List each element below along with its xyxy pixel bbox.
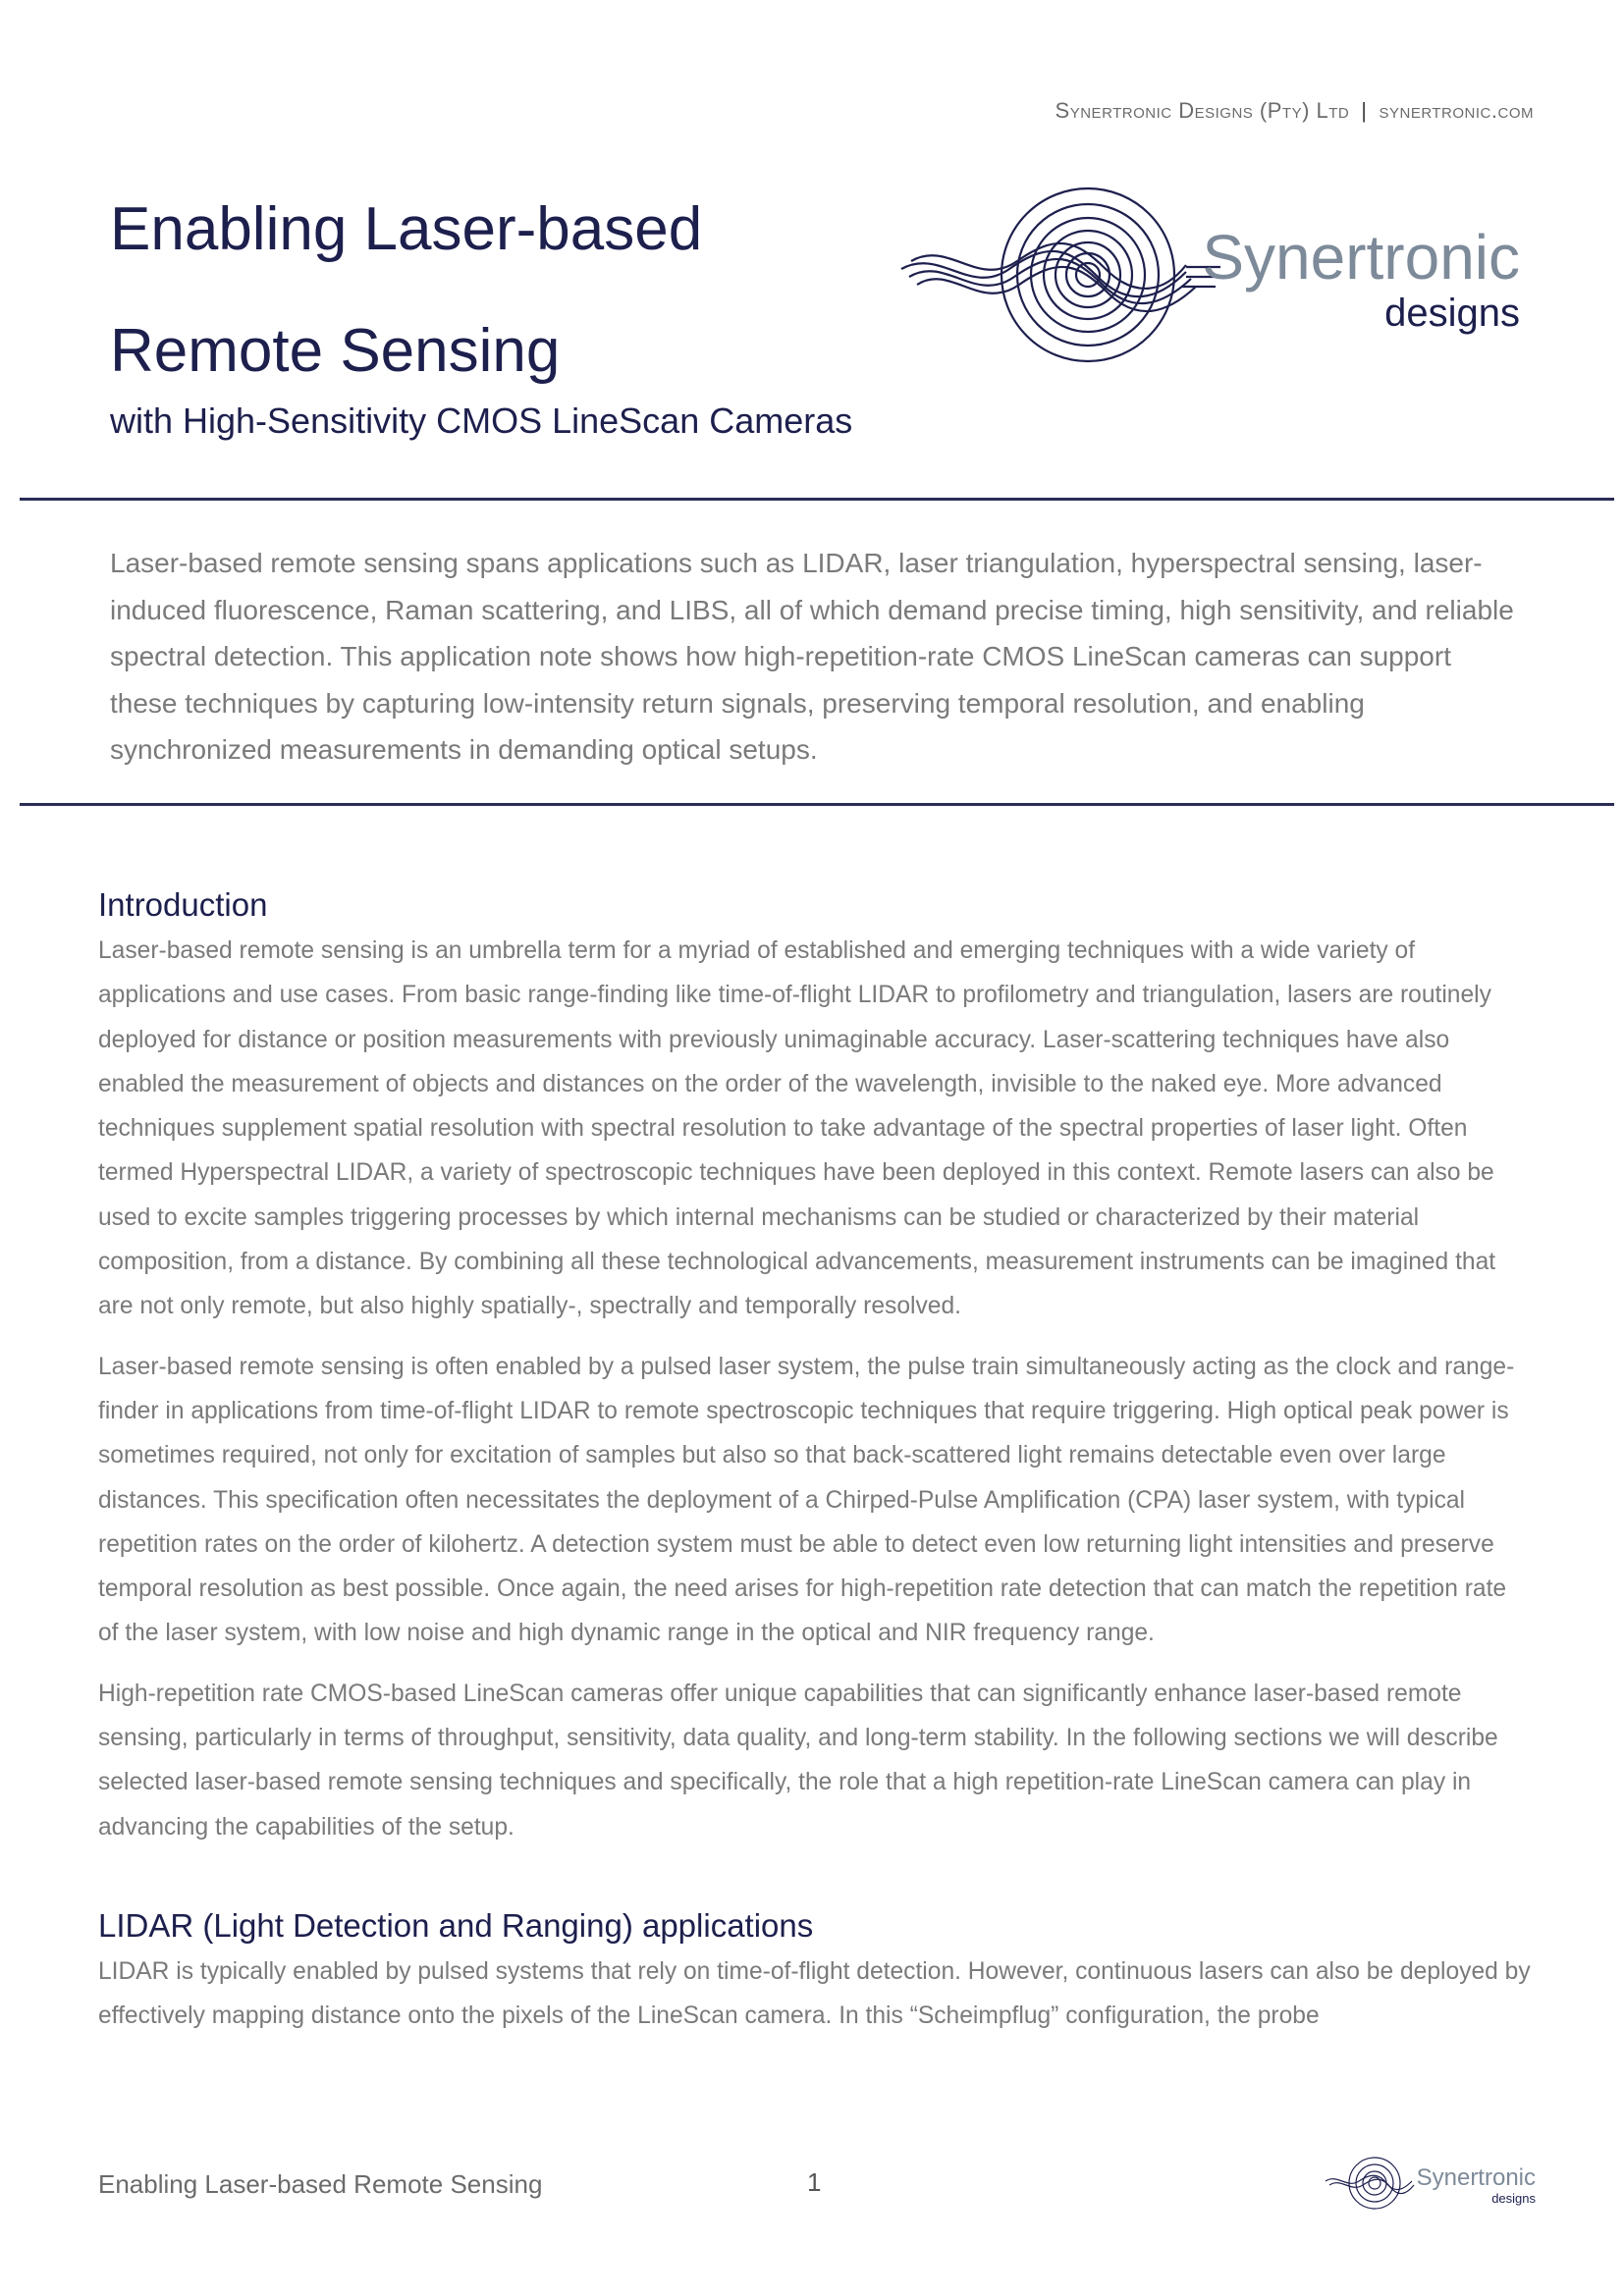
footer-rings-logo-icon	[1326, 2158, 1414, 2209]
page-number: 1	[807, 2167, 822, 2197]
section-heading-introduction: Introduction	[98, 886, 268, 923]
footer-title: Enabling Laser-based Remote Sensing	[98, 2169, 543, 2199]
header-separator: |	[1361, 98, 1368, 123]
footer-logo-name: Synertronic	[1416, 2164, 1536, 2191]
abstract-divider	[20, 803, 1614, 806]
main-content	[98, 881, 1532, 2055]
title-line-2: Remote Sensing	[110, 317, 561, 385]
section-heading-lidar: LIDAR (Light Detection and Ranging) applications	[98, 1906, 814, 1944]
synertronic-logo	[892, 179, 1540, 375]
company-name: Synertronic Designs (Pty) Ltd	[1055, 98, 1350, 123]
header-company-line	[1056, 98, 1534, 124]
top-divider	[20, 498, 1614, 501]
page-subtitle: with High-Sensitivity CMOS LineScan Cameras	[110, 400, 853, 441]
concentric-rings-logo-icon	[901, 188, 1225, 361]
footer-logo	[1324, 2152, 1540, 2215]
title-line-1: Enabling Laser-based	[110, 195, 703, 263]
footer-logo-sub: designs	[1491, 2191, 1536, 2206]
intro-paragraph-2: Laser-based remote sensing is often enabled by a pulsed laser system, the pulse train simultaneously acting as the clock and range-finder in applications from time-of-flight LIDAR to remote spectroscopic techniques that require triggering. High optical peak power is sometimes required, not only for excitation of samples but also so that back-scattered light remains detectable even over large distances. This specification often necessitates the deployment of a Chirped-Pulse Amplification (CPA) laser system, with typical repetition rates on the order of kilohertz. A detection system must be able to detect even low returning light intensities and preserve temporal resolution as best possible. Once again, the need arises for high-repetition rate detection that can match the repetition rate of the laser system, with low noise and high dynamic range in the optical and NIR frequency range.	[98, 1353, 1515, 1647]
logo-sub: designs	[1384, 292, 1520, 335]
intro-paragraph-3: High-repetition rate CMOS-based LineScan cameras offer unique capabilities that can significantly enhance laser-based remote sensing, particularly in terms of throughput, sensitivity, data quality, and long-term stability. In the following sections we will describe selected laser-based remote sensing techniques and specifically, the role that a high repetition-rate LineScan camera can play in advancing the capabilities of the setup.	[98, 1680, 1498, 1841]
logo-name: Synertronic	[1202, 222, 1520, 293]
page-title	[110, 169, 856, 412]
company-website[interactable]: synertronic.com	[1379, 98, 1534, 123]
abstract: Laser-based remote sensing spans applications such as LIDAR, laser triangulation, hyperspectral sensing, laser-induced fluorescence, Raman scattering, and LIBS, all of which demand precise timing, high sensitivity, and reliable spectral detection. This application note shows how high-repetition-rate CMOS LineScan cameras can support these techniques by capturing low-intensity return signals, preserving temporal resolution, and enabling synchronized measurements in demanding optical setups.	[110, 548, 1514, 765]
lidar-paragraph-1: LIDAR is typically enabled by pulsed systems that rely on time-of-flight detection. However, continuous lasers can also be deployed by effectively mapping distance onto the pixels of the LineScan camera. In this “Scheimpflug” configuration, the probe	[98, 1957, 1531, 2030]
intro-paragraph-1: Laser-based remote sensing is an umbrella term for a myriad of established and emerging techniques with a wide variety of applications and use cases. From basic range-finding like time-of-flight LIDAR to profilometry and triangulation, lasers are routinely deployed for distance or position measurements with previously unimaginable accuracy. Laser-scattering techniques have also enabled the measurement of objects and distances on the order of the wavelength, invisible to the naked eye. More advanced techniques supplement spatial resolution with spectral resolution to take advantage of the spectral properties of laser light. Often termed Hyperspectral LIDAR, a variety of spectroscopic techniques have been deployed in this context. Remote lasers can also be used to excite samples triggering processes by which internal mechanisms can be studied or characterized by their material composition, from a distance. By combining all these technological advancements, measurement instruments can be imagined that are not only remote, but also highly spatially-, spectrally and temporally resolved.	[98, 937, 1496, 1320]
